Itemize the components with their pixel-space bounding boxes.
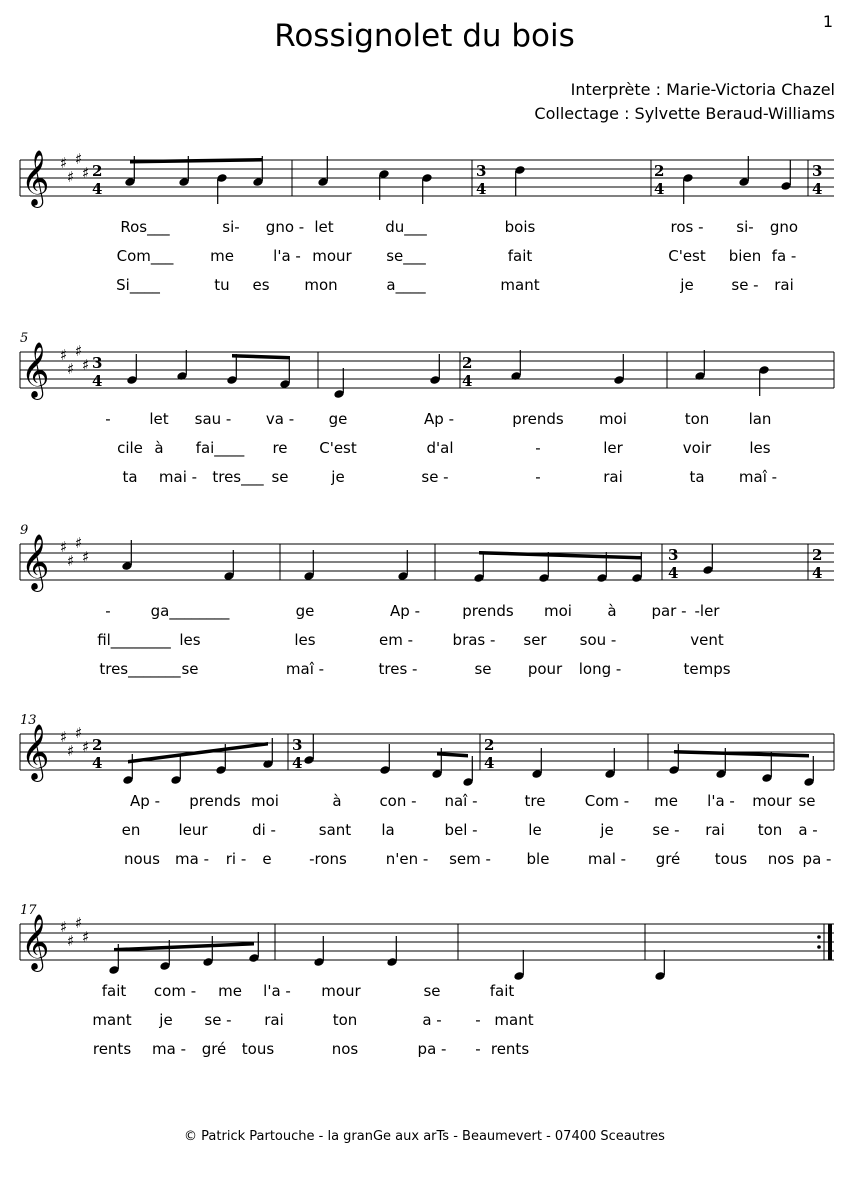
lyric-syllable: fait: [507, 247, 533, 265]
lyric-syllable: nous: [123, 850, 161, 868]
lyric-syllable: fa -: [771, 247, 797, 265]
lyric-syllable: e: [262, 850, 272, 868]
time-signature-denominator: 4: [462, 372, 473, 390]
lyric-syllable: -ler: [694, 602, 720, 620]
lyric-syllable: Ap -: [130, 792, 160, 810]
sharp-icon: ♯: [60, 154, 68, 172]
lyric-syllable: je: [600, 821, 614, 839]
lyric-syllable: se___: [386, 247, 426, 265]
lyric-syllable: mon: [304, 276, 338, 294]
sharp-icon: ♯: [67, 932, 75, 950]
lyric-syllable: ma -: [152, 1040, 186, 1058]
lyric-syllable: tre: [524, 792, 546, 810]
lyric-syllable: mour: [752, 792, 792, 810]
lyric-syllable: du___: [385, 218, 427, 236]
lyric-syllable: en: [121, 821, 141, 839]
lyric-syllable: vent: [690, 631, 724, 649]
sharp-icon: ♯: [60, 346, 68, 364]
lyric-syllable: -: [105, 410, 111, 428]
lyric-syllable: mai -: [158, 468, 198, 486]
lyric-syllable: long -: [578, 660, 622, 678]
beam: [232, 354, 290, 360]
lyric-syllable: bien: [728, 247, 762, 265]
page-number: 1: [822, 12, 833, 31]
lyric-syllable: mal -: [587, 850, 627, 868]
sharp-icon: ♯: [75, 534, 83, 552]
credit-collectage: Collectage : Sylvette Beraud-Williams: [534, 104, 835, 123]
sharp-icon: ♯: [82, 738, 90, 756]
time-signature-denominator: 4: [476, 180, 487, 198]
lyric-syllable: es: [252, 276, 270, 294]
time-signature-denominator: 4: [92, 754, 103, 772]
lyric-syllable: let: [314, 218, 334, 236]
measure-number: 17: [20, 903, 37, 918]
lyric-syllable: à: [154, 439, 164, 457]
lyric-syllable: le: [528, 821, 542, 839]
staff-system: [20, 523, 834, 679]
sharp-icon: ♯: [82, 164, 90, 182]
staff-system: [20, 331, 834, 487]
lyric-syllable: mour: [312, 247, 352, 265]
lyric-syllable: nos: [767, 850, 795, 868]
sharp-icon: ♯: [82, 928, 90, 946]
lyric-syllable: ser: [523, 631, 547, 649]
final-barline: [828, 924, 832, 960]
lyric-syllable: gno -: [265, 218, 305, 236]
time-signature-numerator: 2: [812, 546, 823, 564]
lyric-syllable: me: [210, 247, 234, 265]
lyric-syllable: ge: [328, 410, 348, 428]
lyric-syllable: tous: [241, 1040, 275, 1058]
lyric-syllable: rents: [490, 1040, 530, 1058]
lyric-syllable: tu: [214, 276, 230, 294]
lyric-syllable: pa -: [802, 850, 832, 868]
lyric-syllable: rai: [603, 468, 623, 486]
beam: [114, 942, 254, 952]
staff-system: [20, 713, 834, 868]
lyric-syllable: lan: [748, 410, 772, 428]
lyric-syllable: me: [654, 792, 678, 810]
staff-system: [20, 150, 834, 295]
sharp-icon: ♯: [82, 356, 90, 374]
lyric-syllable: l'a -: [273, 247, 301, 265]
time-signature-denominator: 4: [654, 180, 665, 198]
staff-system: [20, 903, 834, 1058]
lyric-syllable: pour: [527, 660, 563, 678]
lyric-syllable: l'a -: [707, 792, 735, 810]
beam: [674, 750, 809, 758]
time-signature-denominator: 4: [92, 180, 103, 198]
lyric-syllable: -: [475, 1040, 481, 1058]
lyric-syllable: ge: [295, 602, 315, 620]
lyric-syllable: -: [105, 602, 111, 620]
lyric-syllable: va -: [265, 410, 295, 428]
beam: [130, 158, 262, 164]
lyric-syllable: se: [181, 660, 199, 678]
lyric-syllable: gno: [769, 218, 799, 236]
lyric-syllable: maî -: [285, 660, 325, 678]
time-signature-numerator: 2: [92, 162, 103, 180]
lyric-syllable: bel -: [444, 821, 478, 839]
lyric-syllable: ton: [684, 410, 710, 428]
time-signature-numerator: 2: [484, 736, 495, 754]
sharp-icon: ♯: [75, 150, 83, 168]
sharp-icon: ♯: [75, 724, 83, 742]
lyric-syllable: moi: [544, 602, 572, 620]
lyric-syllable: Si____: [116, 276, 160, 294]
time-signature-denominator: 4: [484, 754, 495, 772]
lyric-syllable: l'a -: [263, 982, 291, 1000]
lyric-syllable: Com -: [584, 792, 630, 810]
lyric-syllable: je: [331, 468, 345, 486]
lyric-syllable: C'est: [319, 439, 357, 457]
lyric-syllable: voir: [682, 439, 712, 457]
lyric-syllable: Com___: [116, 247, 174, 265]
lyric-syllable: se: [423, 982, 441, 1000]
time-signature-numerator: 2: [92, 736, 103, 754]
time-signature-numerator: 3: [476, 162, 487, 180]
treble-clef-icon: 𝄞: [21, 534, 50, 590]
lyric-syllable: re: [272, 439, 288, 457]
lyric-syllable: les: [749, 439, 771, 457]
lyric-syllable: a -: [798, 821, 818, 839]
lyric-syllable: ros -: [670, 218, 704, 236]
time-signature-numerator: 3: [668, 546, 679, 564]
lyric-syllable: sau -: [194, 410, 232, 428]
lyric-syllable: nos: [331, 1040, 359, 1058]
lyric-syllable: si-: [736, 218, 754, 236]
lyric-syllable: -: [535, 468, 541, 486]
lyric-syllable: Ros___: [120, 218, 170, 236]
time-signature-numerator: 3: [92, 354, 103, 372]
measure-number: 13: [20, 713, 37, 728]
treble-clef-icon: 𝄞: [21, 150, 50, 206]
lyric-syllable: rents: [92, 1040, 132, 1058]
lyric-syllable: se -: [652, 821, 680, 839]
credit-interprete: Interprète : Marie-Victoria Chazel: [570, 80, 835, 99]
lyric-syllable: rai: [705, 821, 725, 839]
time-signature-numerator: 3: [812, 162, 823, 180]
time-signature-numerator: 2: [462, 354, 473, 372]
lyric-syllable: leur: [178, 821, 208, 839]
lyric-syllable: se -: [421, 468, 449, 486]
lyric-syllable: mant: [500, 276, 540, 294]
lyric-syllable: ta: [122, 468, 138, 486]
time-signature-numerator: 2: [654, 162, 665, 180]
time-signature-denominator: 4: [92, 372, 103, 390]
lyric-syllable: pa -: [417, 1040, 447, 1058]
lyric-syllable: em -: [378, 631, 414, 649]
lyric-syllable: sou -: [579, 631, 617, 649]
treble-clef-icon: 𝄞: [21, 342, 50, 398]
lyric-syllable: se: [474, 660, 492, 678]
lyric-syllable: fait: [489, 982, 515, 1000]
lyric-syllable: prends: [462, 602, 514, 620]
lyric-syllable: fai____: [195, 439, 245, 457]
time-signature-denominator: 4: [812, 564, 823, 582]
time-signature-denominator: 4: [292, 754, 303, 772]
sharp-icon: ♯: [60, 728, 68, 746]
lyric-syllable: sem -: [449, 850, 491, 868]
lyric-syllable: ton: [332, 1011, 358, 1029]
lyric-syllable: bras -: [452, 631, 496, 649]
lyric-syllable: les: [179, 631, 201, 649]
sharp-icon: ♯: [67, 360, 75, 378]
lyric-syllable: sant: [318, 821, 352, 839]
lyric-syllable: tres_______: [99, 660, 181, 678]
lyric-syllable: Ap -: [390, 602, 420, 620]
lyric-syllable: di -: [252, 821, 276, 839]
lyric-syllable: me: [218, 982, 242, 1000]
sharp-icon: ♯: [60, 538, 68, 556]
measure-number: 9: [20, 523, 29, 538]
lyric-syllable: C'est: [668, 247, 706, 265]
lyric-syllable: à: [332, 792, 342, 810]
lyric-syllable: n'en -: [385, 850, 429, 868]
lyric-syllable: je: [159, 1011, 173, 1029]
lyric-syllable: -: [535, 439, 541, 457]
lyric-syllable: Ap -: [424, 410, 454, 428]
lyric-syllable: prends: [512, 410, 564, 428]
lyric-syllable: tres -: [378, 660, 418, 678]
lyric-syllable: prends: [189, 792, 241, 810]
lyric-syllable: cile: [117, 439, 143, 457]
lyric-syllable: la: [381, 821, 395, 839]
lyric-syllable: con -: [379, 792, 417, 810]
lyric-syllable: maî -: [738, 468, 778, 486]
copyright-footer: © Patrick Partouche - la granGe aux arTs - Beaumevert - 07400 Sceautres: [184, 1129, 665, 1144]
sharp-icon: ♯: [82, 548, 90, 566]
lyric-syllable: d'al: [426, 439, 454, 457]
lyric-syllable: ler: [603, 439, 623, 457]
treble-clef-icon: 𝄞: [21, 724, 50, 780]
repeat-dot: [817, 945, 821, 949]
lyric-syllable: fil________: [97, 631, 171, 649]
lyric-syllable: à: [607, 602, 617, 620]
lyric-syllable: -rons: [309, 850, 347, 868]
lyric-syllable: tous: [714, 850, 748, 868]
lyric-syllable: les: [294, 631, 316, 649]
lyric-syllable: si-: [222, 218, 240, 236]
sharp-icon: ♯: [60, 918, 68, 936]
lyric-syllable: bois: [504, 218, 536, 236]
lyric-syllable: ga________: [150, 602, 230, 620]
sharp-icon: ♯: [75, 342, 83, 360]
lyric-syllable: se: [798, 792, 816, 810]
time-signature-numerator: 3: [292, 736, 303, 754]
song-title: Rossignolet du bois: [274, 18, 575, 54]
lyric-syllable: a -: [422, 1011, 442, 1029]
lyric-syllable: com -: [153, 982, 197, 1000]
sharp-icon: ♯: [75, 914, 83, 932]
lyric-syllable: gré: [201, 1040, 227, 1058]
lyric-syllable: temps: [683, 660, 731, 678]
beam: [128, 742, 268, 764]
lyric-syllable: se -: [204, 1011, 232, 1029]
lyric-syllable: mant: [494, 1011, 534, 1029]
lyric-syllable: se: [271, 468, 289, 486]
lyric-syllable: a____: [386, 276, 426, 294]
measure-number: 5: [20, 331, 29, 346]
lyric-syllable: ble: [526, 850, 550, 868]
sharp-icon: ♯: [67, 552, 75, 570]
repeat-dot: [817, 935, 821, 939]
time-signature-denominator: 4: [812, 180, 823, 198]
time-signature-denominator: 4: [668, 564, 679, 582]
lyric-syllable: ma -: [175, 850, 209, 868]
lyric-syllable: mour: [321, 982, 361, 1000]
lyric-syllable: moi: [599, 410, 627, 428]
lyric-syllable: ton: [757, 821, 783, 839]
sharp-icon: ♯: [67, 168, 75, 186]
lyric-syllable: se -: [731, 276, 759, 294]
lyric-syllable: fait: [101, 982, 127, 1000]
lyric-syllable: rai: [774, 276, 794, 294]
lyric-syllable: ta: [689, 468, 705, 486]
lyric-syllable: mant: [92, 1011, 132, 1029]
lyric-syllable: par -: [651, 602, 687, 620]
lyric-syllable: -: [475, 1011, 481, 1029]
lyric-syllable: tres___: [212, 468, 264, 486]
lyric-syllable: let: [149, 410, 169, 428]
lyric-syllable: rai: [264, 1011, 284, 1029]
lyric-syllable: naî -: [444, 792, 478, 810]
lyric-syllable: moi: [251, 792, 279, 810]
treble-clef-icon: 𝄞: [21, 914, 50, 970]
lyric-syllable: gré: [655, 850, 681, 868]
beam: [479, 551, 641, 560]
lyric-syllable: ri -: [225, 850, 247, 868]
sharp-icon: ♯: [67, 742, 75, 760]
lyric-syllable: je: [680, 276, 694, 294]
